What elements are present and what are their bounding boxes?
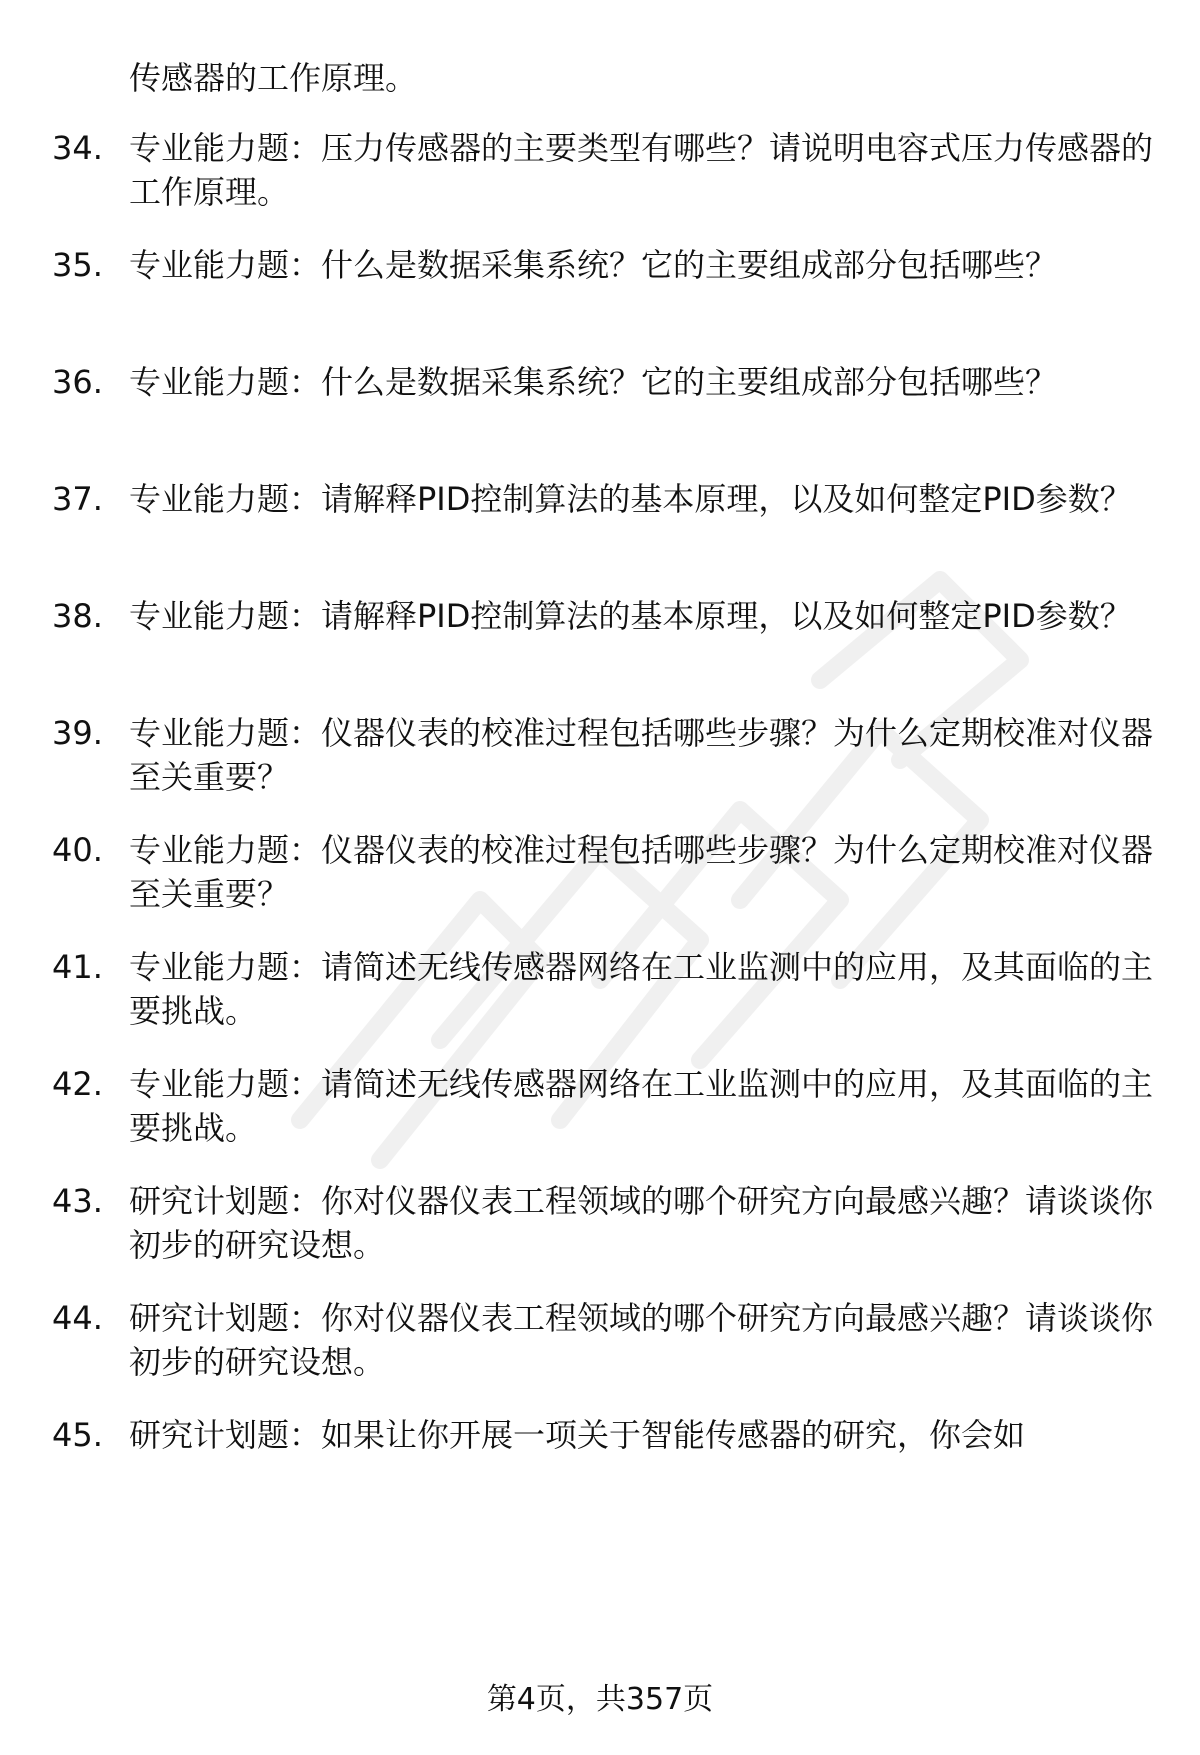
question-text: 专业能力题：仪器仪表的校准过程包括哪些步骤？为什么定期校准对仪器至关重要？ [129, 714, 1154, 796]
question-number: 34. [52, 129, 103, 167]
question-number: 37. [52, 480, 103, 518]
question-text: 专业能力题：仪器仪表的校准过程包括哪些步骤？为什么定期校准对仪器至关重要？ [129, 831, 1154, 913]
question-number: 44. [52, 1299, 103, 1337]
question-text: 研究计划题：你对仪器仪表工程领域的哪个研究方向最感兴趣？请谈谈你初步的研究设想。 [129, 1299, 1154, 1381]
question-number: 45. [52, 1416, 103, 1454]
question-text: 专业能力题：什么是数据采集系统？它的主要组成部分包括哪些？ [129, 363, 1058, 401]
continued-question-text: 传感器的工作原理。 [129, 59, 418, 97]
question-number: 41. [52, 948, 103, 986]
question-text: 专业能力题：什么是数据采集系统？它的主要组成部分包括哪些？ [129, 246, 1058, 284]
question-number: 35. [52, 246, 103, 284]
question-number: 36. [52, 363, 103, 401]
question-number: 43. [52, 1182, 103, 1220]
page-number-footer: 第4页，共357页 [486, 1682, 714, 1717]
question-number: 42. [52, 1065, 103, 1103]
question-text: 专业能力题：请解释PID控制算法的基本原理，以及如何整定PID参数？ [129, 597, 1132, 635]
question-number: 39. [52, 714, 103, 752]
question-text: 研究计划题：你对仪器仪表工程领域的哪个研究方向最感兴趣？请谈谈你初步的研究设想。 [129, 1182, 1154, 1264]
question-number: 38. [52, 597, 103, 635]
question-text: 专业能力题：请简述无线传感器网络在工业监测中的应用，及其面临的主要挑战。 [129, 948, 1154, 1030]
question-text: 专业能力题：请解释PID控制算法的基本原理，以及如何整定PID参数？ [129, 480, 1132, 518]
question-text: 专业能力题：压力传感器的主要类型有哪些？请说明电容式压力传感器的工作原理。 [129, 129, 1154, 211]
question-text: 专业能力题：请简述无线传感器网络在工业监测中的应用，及其面临的主要挑战。 [129, 1065, 1154, 1147]
question-number: 40. [52, 831, 103, 869]
question-text: 研究计划题：如果让你开展一项关于智能传感器的研究，你会如 [129, 1416, 1026, 1454]
